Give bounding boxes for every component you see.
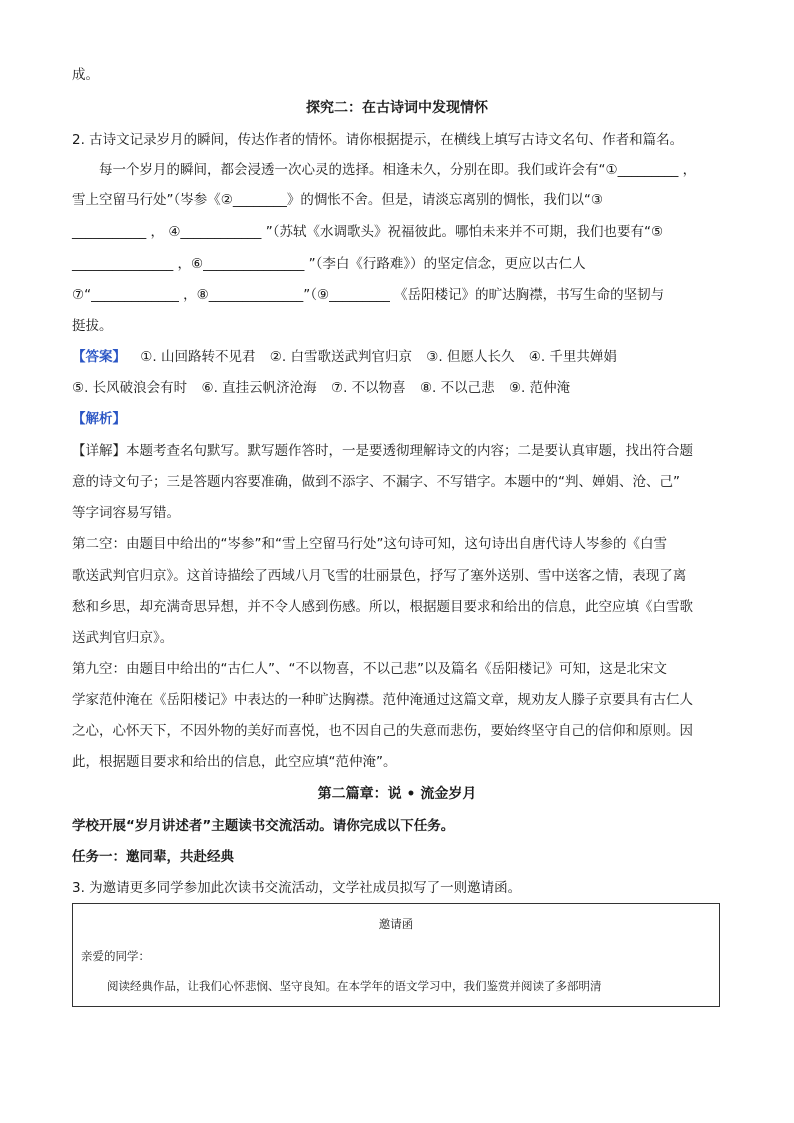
answer-item: ⑨. 范仲淹 bbox=[508, 380, 571, 396]
answer-item: ①. 山回路转不见君 bbox=[140, 349, 256, 365]
answer-item: ③. 但愿人长久 bbox=[426, 349, 515, 365]
analysis-line: 【详解】本题考查名句默写。默写题作答时，一是要透彻理解诗文的内容；二是要认真审题，找出符合题 bbox=[72, 443, 693, 459]
answer-item: ④. 千里共婵娟 bbox=[528, 349, 617, 365]
chapter-title: 第二篇章：说 • 流金岁月 bbox=[317, 786, 477, 802]
section-title: 探究二：在古诗词中发现情怀 bbox=[306, 100, 488, 116]
answer-row bbox=[72, 377, 580, 399]
answer-label: 【答案】 bbox=[72, 349, 126, 365]
invitation-body: 阅读经典作品，让我们心怀悲悯、坚守良知。在本学年的语文学习中，我们鉴赏并阅读了多部明清 bbox=[107, 979, 602, 993]
analysis-line: 第九空：由题目中给出的“古仁人”、“不以物喜，不以己悲”以及篇名《岳阳楼记》可知，这是北宋文 bbox=[72, 661, 667, 677]
analysis-line: 此，根据题目要求和给出的信息，此空应填“范仲淹”。 bbox=[72, 754, 397, 770]
activity-intro: 学校开展“岁月讲述者”主题读书交流活动。请你完成以下任务。 bbox=[72, 818, 455, 834]
analysis-label: 【解析】 bbox=[72, 411, 126, 427]
answer-item: ⑧. 不以己悲 bbox=[419, 380, 495, 396]
question-2-line: ___________ ， ④____________ ”（苏轼《水调歌头》祝福彼此。哪怕未来并不可期，我们也要有“⑤ bbox=[72, 224, 664, 240]
analysis-line: 第二空：由题目中给出的“岑参”和“雪上空留马行处”这句诗可知，这句诗出自唐代诗人岑参的《白雪 bbox=[72, 536, 667, 552]
analysis-line: 歌送武判官归京》。这首诗描绘了西域八月飞雪的壮丽景色，抒写了塞外送别、雪中送客之情，表现了离 bbox=[72, 568, 687, 584]
intro-tail: 成。 bbox=[72, 67, 99, 83]
question-2-line: ⑦“_____________ ，⑧______________”（⑨_________ 《岳阳楼记》的旷达胸襟，书写生命的坚韧与 bbox=[72, 287, 665, 303]
answer-item: ⑦. 不以物喜 bbox=[330, 380, 406, 396]
task-heading: 任务一：邀同辈，共赴经典 bbox=[72, 849, 234, 865]
analysis-line: 愁和乡思，却充满奇思异想，并不令人感到伤感。所以，根据题目要求和给出的信息，此空应填《白雪歌 bbox=[72, 599, 693, 615]
question-2-line: 挺拔。 bbox=[72, 318, 113, 334]
analysis-line: 送武判官归京》。 bbox=[72, 630, 174, 646]
analysis-line: 等字词容易写错。 bbox=[72, 505, 180, 521]
invitation-box bbox=[72, 903, 720, 1007]
question-3-stem: 3. 为邀请更多同学参加此次读书交流活动，文学社成员拟写了一则邀请函。 bbox=[72, 880, 522, 896]
analysis-line: 意的诗文句子；三是答题内容要准确，做到不添字、不漏字、不写错字。本题中的“判、婵娟、沧、己” bbox=[72, 474, 680, 490]
question-2-line: 雪上空留马行处”（岑参《②________》的惆怅不舍。但是，请淡忘离别的惆怅，我们以“③ bbox=[72, 192, 603, 208]
question-2-line: _______________ ，⑥_______________ ”（李白《行路难》）的坚定信念，更应以古仁人 bbox=[72, 256, 586, 272]
answer-item: ⑥. 直挂云帆济沧海 bbox=[201, 380, 317, 396]
answer-item: ②. 白雪歌送武判官归京 bbox=[269, 349, 412, 365]
invitation-greeting: 亲爱的同学： bbox=[81, 949, 150, 963]
question-2-line: 每一个岁月的瞬间，都会浸透一次心灵的选择。相逢未久，分别在即。我们或许会有“①_________ ， bbox=[72, 162, 697, 178]
invitation-title: 邀请函 bbox=[378, 917, 414, 931]
analysis-line: 之心，心怀天下，不因外物的美好而喜悦，也不因自己的失意而悲伤，要始终坚守自己的信仰和原则。因 bbox=[72, 723, 693, 739]
analysis-line: 学家范仲淹在《岳阳楼记》中表达的一种旷达胸襟。范仲淹通过这篇文章，规劝友人滕子京要具有古仁人 bbox=[72, 692, 693, 708]
answer-row bbox=[72, 346, 627, 368]
answer-item: ⑤. 长风破浪会有时 bbox=[72, 380, 188, 396]
question-2-stem: 2. 古诗文记录岁月的瞬间，传达作者的情怀。请你根据提示，在横线上填写古诗文名句、作者和篇名。 bbox=[72, 132, 684, 148]
